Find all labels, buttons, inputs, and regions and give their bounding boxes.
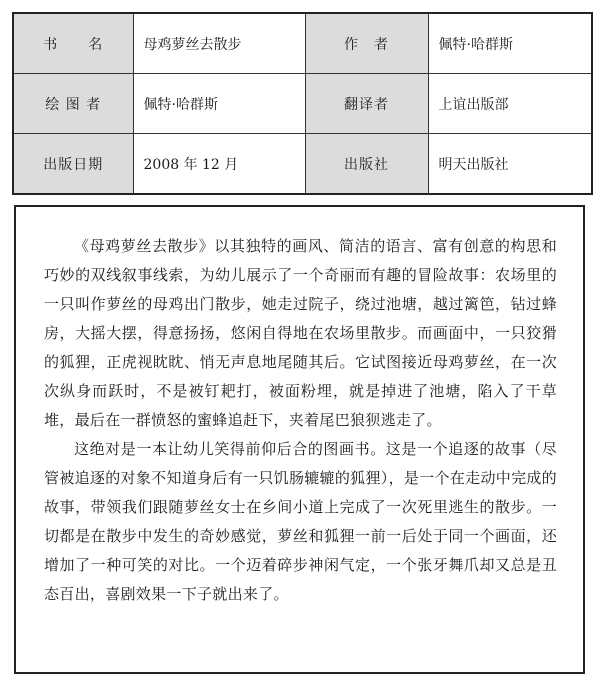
title-label: 书 名 xyxy=(13,13,133,74)
illustrator-label: 绘 图 者 xyxy=(13,74,133,134)
illustrator-value: 佩特·哈群斯 xyxy=(133,74,305,134)
description-paragraph: 这绝对是一本让幼儿笑得前仰后合的图画书。这是一个追逐的故事（尽管被追逐的对象不知道身后有一只饥肠辘辘的狐狸），是一个在走动中完成的故事，带领我们跟随萝丝女士在乡间小道上完成了一次死里逃生的散步。一切都是在散步中发生的奇妙感觉，萝丝和狐狸一前一后处于同一个画面，还增加了一种可笑的对比。一个迈着碎步神闲气定，一个张牙舞爪却又总是丑态百出，喜剧效果一下子就出来了。 xyxy=(44,440,557,603)
publisher-label: 出版社 xyxy=(305,134,428,195)
publisher-value: 明天出版社 xyxy=(428,134,592,195)
publish-date-label: 出版日期 xyxy=(13,134,133,195)
book-info-table xyxy=(12,12,593,195)
description-box xyxy=(14,205,585,674)
author-label: 作 者 xyxy=(305,13,428,74)
table-row xyxy=(13,134,592,195)
translator-label: 翻译者 xyxy=(305,74,428,134)
description-paragraph: 《母鸡萝丝去散步》以其独特的画风、简洁的语言、富有创意的构思和巧妙的双线叙事线索，为幼儿展示了一个奇丽而有趣的冒险故事：农场里的一只叫作萝丝的母鸡出门散步，她走过院子，绕过池塘，越过篱笆，钻过蜂房，大摇大摆，得意扬扬，悠闲自得地在农场里散步。而画面中，一只狡猾的狐狸，正虎视眈眈、悄无声息地尾随其后。它试图接近母鸡萝丝，在一次次纵身而跃时，不是被钉耙打，被面粉埋，就是掉进了池塘，陷入了干草堆，最后在一群愤怒的蜜蜂追赶下，夹着尾巴狼狈逃走了。 xyxy=(44,237,557,429)
table-row xyxy=(13,13,592,74)
translator-value: 上谊出版部 xyxy=(428,74,592,134)
publish-date-value: 2008 年 12 月 xyxy=(133,134,305,195)
author-value: 佩特·哈群斯 xyxy=(428,13,592,74)
table-row xyxy=(13,74,592,134)
title-value: 母鸡萝丝去散步 xyxy=(133,13,305,74)
